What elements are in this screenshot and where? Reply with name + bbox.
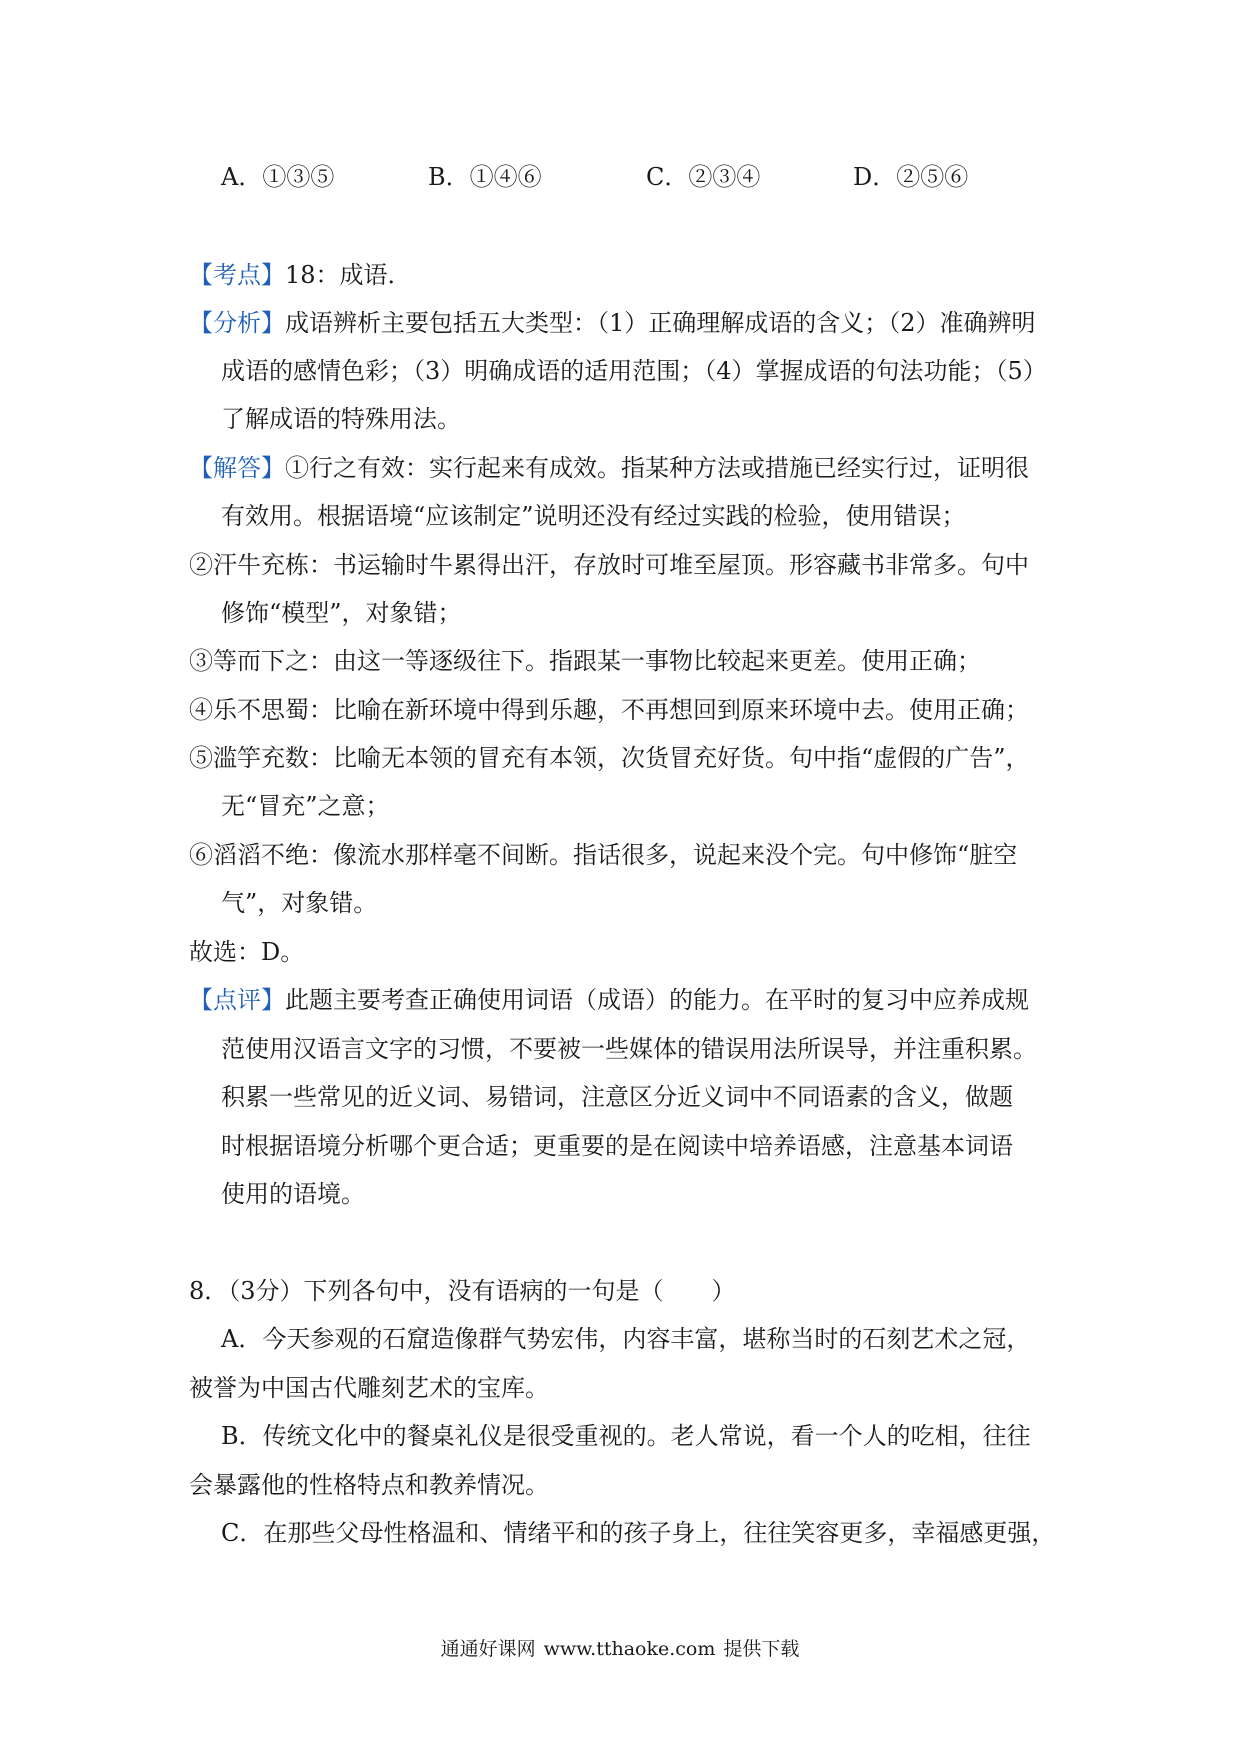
fenxi-line-1: 【分析】成语辨析主要包括五大类型：（1）正确理解成语的含义；（2）准确辨明 — [189, 309, 1036, 337]
jieda-item-3: ③等而下之：由这一等逐级往下。指跟某一事物比较起来更差。使用正确； — [189, 647, 981, 675]
question-8-option-a-line-2: 被誉为中国古代雕刻艺术的宝库。 — [189, 1374, 549, 1402]
option-a: A．①③⑤ — [221, 163, 335, 191]
option-d: D．②⑤⑥ — [853, 163, 969, 191]
question-8-option-a-line-1: A．今天参观的石窟造像群气势宏伟，内容丰富，堪称当时的石刻艺术之冠， — [221, 1325, 1031, 1353]
jieda-item-4: ④乐不思蜀：比喻在新环境中得到乐趣，不再想回到原来环境中去。使用正确； — [189, 696, 1029, 724]
page-footer — [0, 1636, 1240, 1662]
question-8-stem: 8．（3分）下列各句中，没有语病的一句是（ ） — [189, 1277, 736, 1305]
question-8-option-c-line-1: C．在那些父母性格温和、情绪平和的孩子身上，往往笑容更多，幸福感更强， — [221, 1519, 1056, 1547]
kaodian-tag: 【考点】 — [189, 261, 285, 289]
answer-choice: 故选：D。 — [189, 938, 305, 966]
fenxi-line-3: 了解成语的特殊用法。 — [221, 405, 461, 433]
footer-url: www.tthaoke.com — [543, 1638, 716, 1660]
dianping-line-5: 使用的语境。 — [221, 1180, 365, 1208]
fenxi-line-2: 成语的感情色彩；（3）明确成语的适用范围；（4）掌握成语的句法功能；（5） — [221, 357, 1047, 385]
jieda-line-2: 有效用。根据语境“应该制定”说明还没有经过实践的检验，使用错误； — [221, 502, 966, 530]
answer-options-row — [0, 161, 1240, 197]
kaodian-line — [189, 259, 412, 291]
question-8-option-b-line-1: B．传统文化中的餐桌礼仪是很受重视的。老人常说，看一个人的吃相，往往 — [221, 1422, 1031, 1450]
dianping-tag: 【点评】 — [189, 986, 285, 1014]
dianping-line-1: 【点评】此题主要考查正确使用词语（成语）的能力。在平时的复习中应养成规 — [189, 986, 1029, 1014]
option-b: B．①④⑥ — [428, 163, 542, 191]
jieda-item-6-line-1: ⑥滔滔不绝：像流水那样毫不间断。指话很多，说起来没个完。句中修饰“脏空 — [189, 841, 1018, 869]
jieda-item-5-line-1: ⑤滥竽充数：比喻无本领的冒充有本领，次货冒充好货。句中指“虚假的广告”， — [189, 744, 1030, 772]
jieda-item-2-line-1: ②汗牛充栋：书运输时牛累得出汗，存放时可堆至屋顶。形容藏书非常多。句中 — [189, 551, 1029, 579]
jieda-line-1: 【解答】①行之有效：实行起来有成效。指某种方法或措施已经实行过，证明很 — [189, 454, 1029, 482]
question-8-option-b-line-2: 会暴露他的性格特点和教养情况。 — [189, 1471, 549, 1499]
footer-site-name: 通通好课网 — [440, 1638, 536, 1660]
jieda-item-5-line-2: 无“冒充”之意； — [221, 792, 390, 820]
kaodian-text: 18：成语． — [285, 261, 412, 289]
option-c: C．②③④ — [646, 163, 761, 191]
fenxi-tag: 【分析】 — [189, 309, 285, 337]
dianping-line-3: 积累一些常见的近义词、易错词，注意区分近义词中不同语素的含义，做题 — [221, 1083, 1013, 1111]
dianping-line-4: 时根据语境分析哪个更合适；更重要的是在阅读中培养语感，注意基本词语 — [221, 1132, 1013, 1160]
jieda-tag: 【解答】 — [189, 454, 285, 482]
jieda-item-6-line-2: 气”，对象错。 — [221, 889, 378, 917]
dianping-line-2: 范使用汉语言文字的习惯，不要被一些媒体的错误用法所误导，并注重积累。 — [221, 1035, 1037, 1063]
jieda-item-2-line-2: 修饰“模型”，对象错； — [221, 599, 462, 627]
footer-note: 提供下载 — [723, 1638, 800, 1660]
